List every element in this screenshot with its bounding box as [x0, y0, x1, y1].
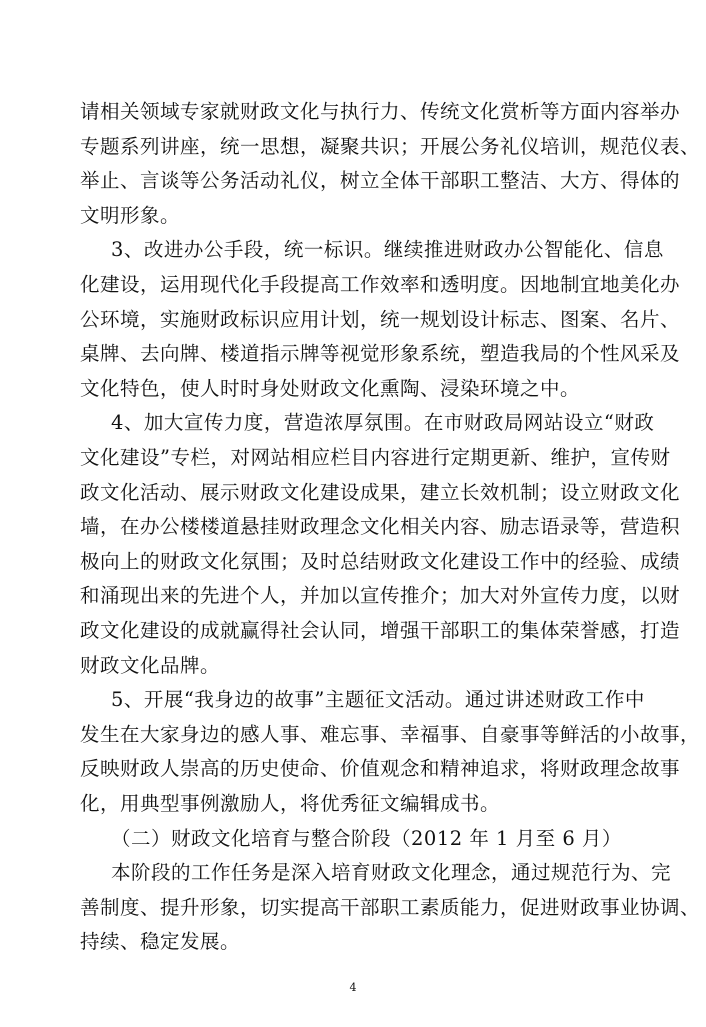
text-line: 文明形象。 — [80, 204, 181, 227]
text-line: 化，用典型事例激励人，将优秀征文编辑成书。 — [80, 792, 501, 815]
text-line: 文化特色，使人时时身处财政文化熏陶、浸染环境之中。 — [80, 377, 581, 400]
text-line: 善制度、提升形象，切实提高干部职工素质能力，促进财政事业协调、 — [80, 896, 701, 919]
text-line: 文化建设”专栏，对网站相应栏目内容进行定期更新、维护，宣传财 — [80, 446, 671, 469]
text-line: 举止、言谈等公务活动礼仪，树立全体干部职工整洁、大方、得体的 — [80, 169, 681, 192]
section-heading-3: 3、改进办公手段，统一标识。继续推进财政办公智能化、信息 — [111, 238, 664, 261]
text-line: 公环境，实施财政标识应用计划，统一规划设计标志、图案、名片、 — [80, 308, 681, 331]
page-number: 4 — [349, 981, 357, 994]
text-line: 请相关领域专家就财政文化与执行力、传统文化赏析等方面内容举办 — [80, 100, 681, 123]
text-line: 极向上的财政文化氛围；及时总结财政文化建设工作中的经验、成绩 — [80, 550, 681, 573]
section-heading-5: 5、开展“我身边的故事”主题征文活动。通过讲述财政工作中 — [111, 688, 645, 711]
text-line: 墙，在办公楼楼道悬挂财政理念文化相关内容、励志语录等，营造积 — [80, 515, 681, 538]
text-line: 持续、稳定发展。 — [80, 930, 241, 953]
text-line: 财政文化品牌。 — [80, 654, 221, 677]
text-line: 专题系列讲座，统一思想，凝聚共识；开展公务礼仪培训，规范仪表、 — [80, 135, 701, 158]
text-line: 反映财政人崇高的历史使命、价值观念和精神追求，将财政理念故事 — [80, 757, 681, 780]
stage-heading: （二）财政文化培育与整合阶段（2012 年 1 月至 6 月） — [111, 827, 622, 850]
text-line: 桌牌、去向牌、楼道指示牌等视觉形象系统，塑造我局的个性风采及 — [80, 342, 681, 365]
text-line: 政文化建设的成就赢得社会认同，增强干部职工的集体荣誉感，打造 — [80, 619, 681, 642]
text-line: 政文化活动、展示财政文化建设成果，建立长效机制；设立财政文化 — [80, 481, 681, 504]
section-heading-4: 4、加大宣传力度，营造浓厚氛围。在市财政局网站设立“财政 — [111, 411, 655, 434]
text-line: 化建设，运用现代化手段提高工作效率和透明度。因地制宜地美化办 — [80, 273, 681, 296]
text-line: 本阶段的工作任务是深入培育财政文化理念，通过规范行为、完 — [111, 861, 672, 884]
text-line: 发生在大家身边的感人事、难忘事、幸福事、自豪事等鲜活的小故事， — [80, 723, 701, 746]
text-line: 和涌现出来的先进个人，并加以宣传推介；加大对外宣传力度，以财 — [80, 584, 681, 607]
